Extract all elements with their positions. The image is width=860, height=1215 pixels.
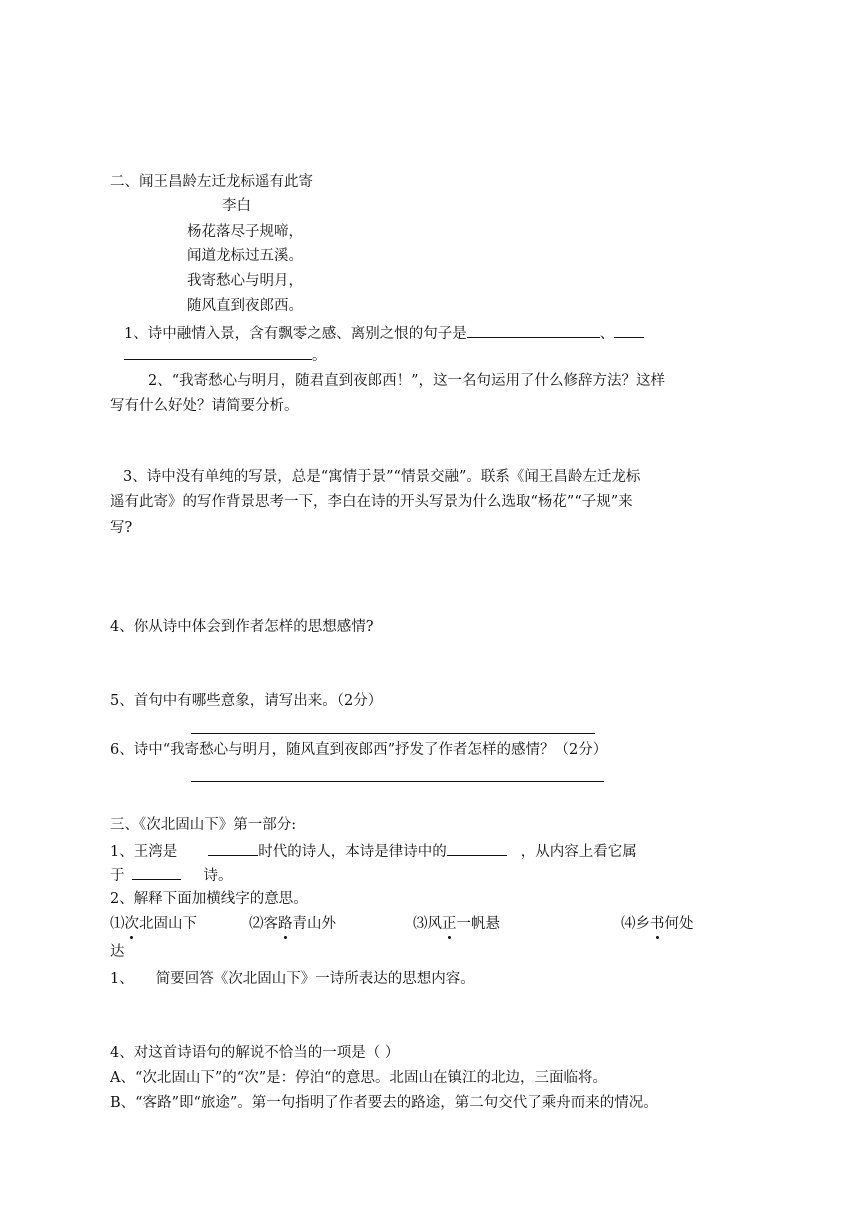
separator: 、 [599, 326, 615, 342]
question-text: ，从内容上看它属 [520, 844, 637, 860]
answer-blank[interactable] [132, 864, 181, 880]
item-1 [110, 914, 197, 934]
question-3-1 [110, 840, 637, 862]
answer-blank[interactable] [208, 840, 258, 856]
option-b: B、“客路”即“旅途”。第一句指明了作者要去的路途，第二句交代了乘舟而来的情况。 [110, 1095, 658, 1111]
item-text: 一帆悬 [456, 916, 500, 932]
question-2-3-line-3: 写? [110, 520, 133, 536]
question-2-2-line-2: 写有什么好处？请简要分析。 [110, 398, 299, 414]
question-text: 时代的诗人，本诗是律诗中的 [258, 844, 447, 860]
question-2-1-continued [124, 344, 327, 366]
question-2-4: 4、你从诗中体会到作者怎样的思想感情? [110, 619, 374, 635]
answer-blank[interactable] [614, 322, 644, 338]
question-3-4: 4、对这首诗语句的解说不恰当的一项是（ ） [110, 1045, 400, 1061]
item-2 [249, 914, 336, 934]
question-text: 于 [110, 868, 125, 884]
dotted-char: 次 [124, 916, 139, 932]
item-number: ⑶风 [413, 916, 442, 932]
answer-line[interactable] [191, 781, 604, 782]
question-number: 1、 [110, 971, 134, 987]
full-stop: 。 [312, 348, 327, 364]
question-text: 1、王湾是 [110, 844, 178, 860]
poem-line-4: 随风直到夜郎西。 [187, 298, 303, 314]
poem-line-3: 我寄愁心与明月， [187, 273, 303, 289]
answer-blank[interactable] [447, 840, 507, 856]
poem-line-1: 杨花落尽子规啼， [187, 224, 303, 240]
item-4-wrap: 达 [110, 944, 125, 960]
answer-blank[interactable] [124, 344, 312, 360]
dotted-char: 正 [442, 916, 457, 932]
dotted-char: 路 [278, 916, 293, 932]
option-a: A、“次北固山下”的“次”是：停泊“的意思。北固山在镇江的北边，三面临将。 [110, 1070, 608, 1086]
answer-blank[interactable] [467, 322, 600, 338]
question-2-6: 6、诗中“我寄愁心与明月，随风直到夜郎西”抒发了作者怎样的感情？（2分） [110, 742, 608, 758]
item-number: ⑵客 [249, 916, 278, 932]
question-2-2-line-1: 2、“我寄愁心与明月，随君直到夜郎西！”，这一名句运用了什么修辞方法？这样 [148, 373, 666, 389]
item-number: ⑴ [110, 916, 125, 932]
question-text: 1、诗中融情入景，含有飘零之感、离别之恨的句子是 [124, 326, 467, 342]
item-text: 何处 [664, 916, 694, 932]
item-4 [621, 914, 694, 934]
question-2-3-line-1: 3、诗中没有单纯的写景，总是“寓情于景”“情景交融”。联系《闻王昌龄左迁龙标 [123, 469, 641, 485]
question-3-1-continued [110, 864, 233, 886]
question-2-5: 5、首句中有哪些意象，请写出来。（2分） [110, 693, 383, 709]
section-2-heading: 二、闻王昌龄左迁龙标遥有此寄 [110, 174, 313, 190]
poem-author: 李白 [222, 198, 251, 214]
question-2-3-line-2: 遥有此寄》的写作背景思考一下，李白在诗的开头写景为什么选取“杨花”“子规”来 [110, 494, 633, 510]
poem-line-2: 闻道龙标过五溪。 [187, 248, 303, 264]
section-3-heading: 三、《次北固山下》第一部分: [110, 817, 297, 833]
question-3-3 [110, 969, 475, 989]
item-3 [413, 914, 500, 934]
question-2-1 [124, 322, 644, 344]
item-number: ⑷乡 [621, 916, 650, 932]
question-text: 简要回答《次北固山下》一诗所表达的思想内容。 [155, 971, 475, 987]
item-text: 北固山下 [139, 916, 197, 932]
item-text: 青山外 [292, 916, 336, 932]
question-text: 诗。 [203, 868, 233, 884]
question-3-2: 2、解释下面加横线字的意思。 [110, 891, 308, 907]
answer-line[interactable] [191, 733, 595, 734]
dotted-char: 书 [650, 916, 665, 932]
